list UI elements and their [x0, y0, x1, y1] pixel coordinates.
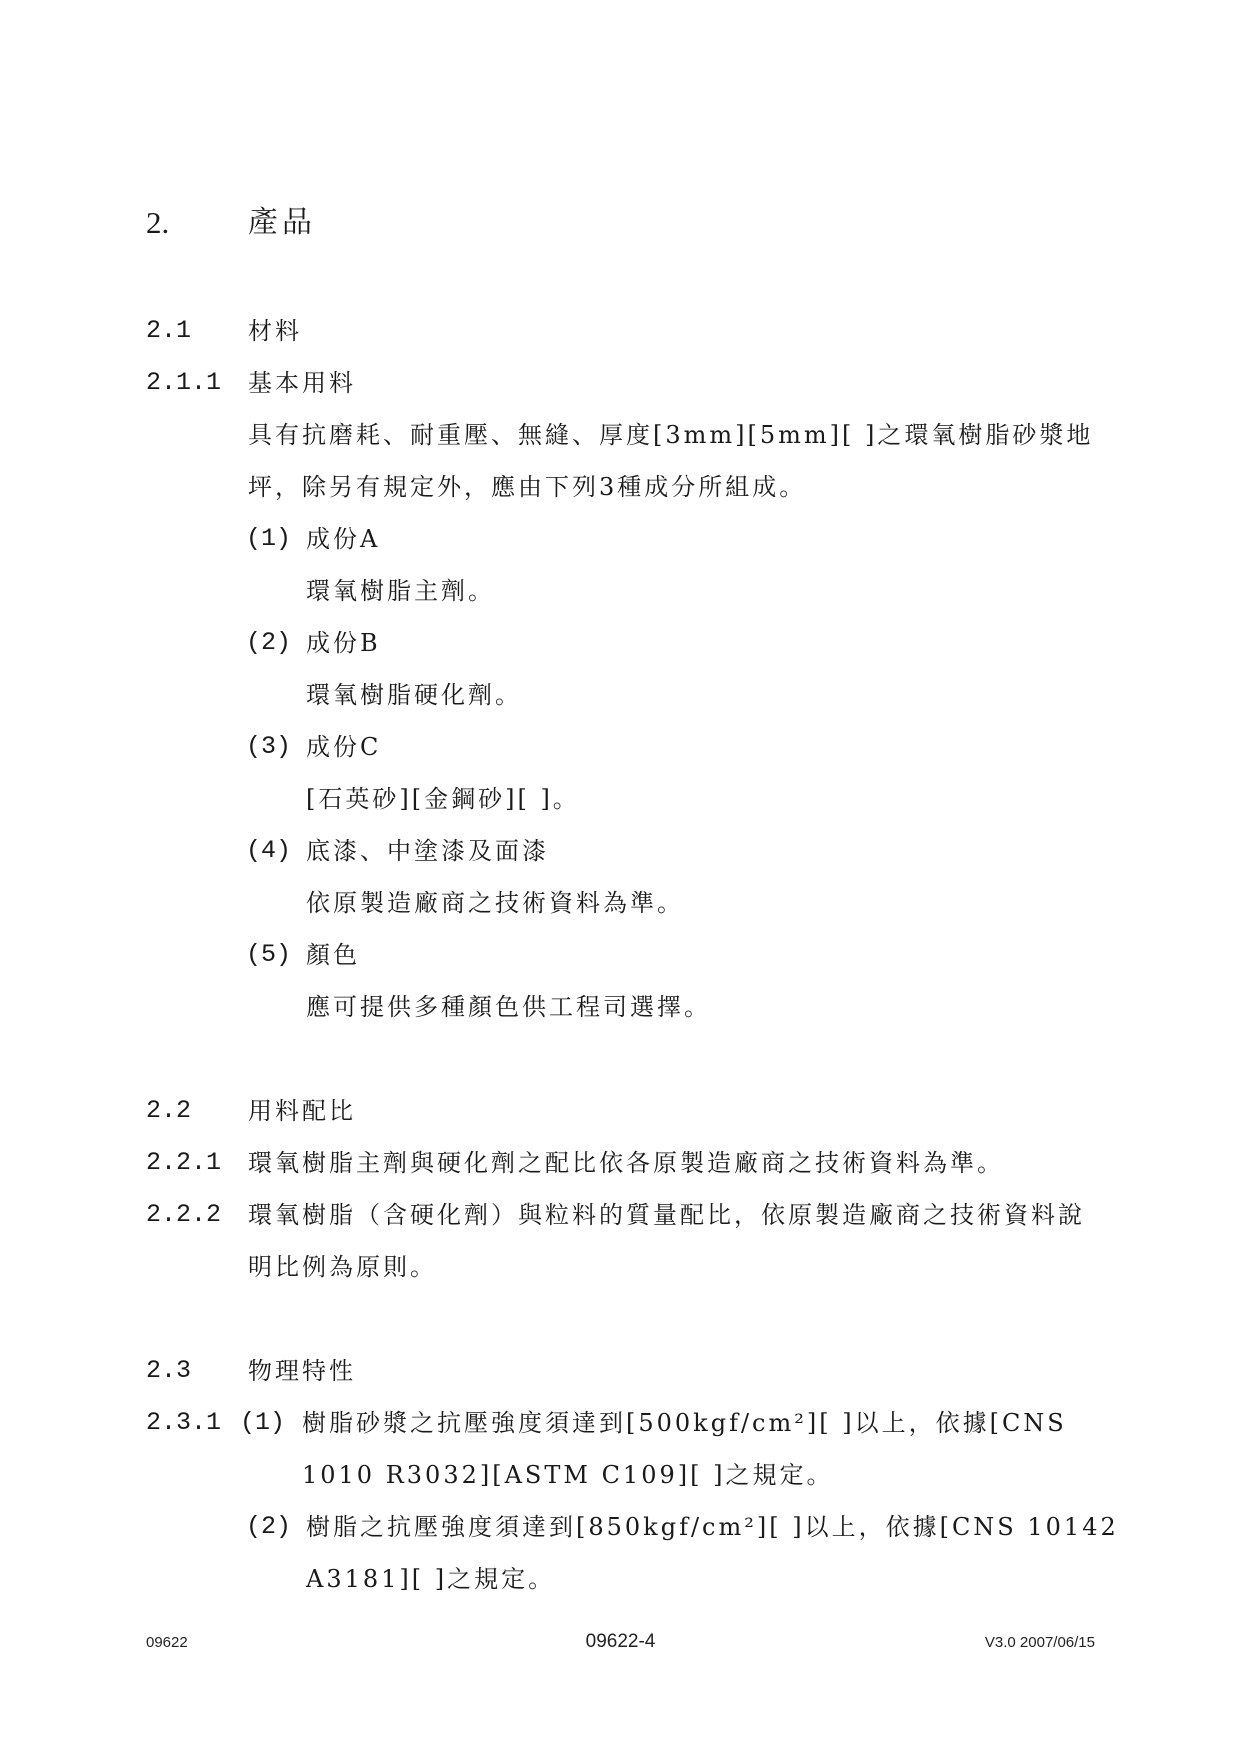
clause-2-3-1-text: A3181][ ]之規定。: [306, 1565, 556, 1593]
list-item-number: (3): [246, 732, 292, 761]
clause-2-3-1-text: 1010 R3032][ASTM C109][ ]之規定。: [302, 1461, 834, 1489]
clause-2-2-1-number: 2.2.1: [146, 1148, 222, 1177]
heading-2-1-number: 2.1: [146, 316, 192, 345]
list-item-description: 依原製造廠商之技術資料為準。: [306, 889, 684, 917]
list-item-number: (5): [246, 940, 292, 969]
heading-2-1-1-number: 2.1.1: [146, 368, 222, 397]
list-item-description: 環氧樹脂主劑。: [306, 577, 495, 605]
heading-2-2-number: 2.2: [146, 1096, 192, 1125]
heading-2-3-title: 物理特性: [248, 1357, 356, 1385]
list-item-number: (4): [246, 836, 292, 865]
list-item-label: 成份B: [306, 629, 381, 657]
section-number: 2.: [146, 205, 170, 240]
clause-2-2-2-text: 明比例為原則。: [248, 1253, 437, 1281]
list-item-number: (1): [246, 524, 292, 553]
list-item-number: (2): [246, 628, 292, 657]
clause-2-3-1-text: 樹脂之抗壓強度須達到[850kgf/cm²][ ]以上，依據[CNS 10142: [306, 1513, 1119, 1541]
list-item-label: 成份A: [306, 525, 381, 553]
heading-2-2-title: 用料配比: [248, 1097, 356, 1125]
footer-doc-code: 09622: [146, 1634, 188, 1651]
clause-2-3-1-text: 樹脂砂漿之抗壓強度須達到[500kgf/cm²][ ]以上，依據[CNS: [302, 1409, 1067, 1437]
clause-2-3-1-number: 2.3.1: [146, 1408, 222, 1437]
footer-version: V3.0 2007/06/15: [984, 1634, 1095, 1651]
list-item-label: 成份C: [306, 733, 382, 761]
heading-2-1-title: 材料: [248, 317, 302, 345]
list-item-label: 顏色: [306, 941, 360, 969]
list-item-description: 應可提供多種顏色供工程司選擇。: [306, 993, 711, 1021]
section-title: 產品: [248, 205, 316, 240]
list-item-number: (2): [246, 1512, 292, 1541]
clause-2-2-1-text: 環氧樹脂主劑與硬化劑之配比依各原製造廠商之技術資料為準。: [248, 1149, 1004, 1177]
list-item-description: [石英砂][金鋼砂][ ]。: [306, 785, 580, 813]
page-number: 09622-4: [585, 1631, 656, 1652]
paragraph-line: 具有抗磨耗、耐重壓、無縫、厚度[3mm][5mm][ ]之環氧樹脂砂漿地: [248, 421, 1094, 449]
paragraph-line: 坪，除另有規定外，應由下列3種成分所組成。: [248, 473, 807, 501]
list-item-description: 環氧樹脂硬化劑。: [306, 681, 522, 709]
list-item-label: 底漆、中塗漆及面漆: [306, 837, 549, 865]
clause-2-2-2-number: 2.2.2: [146, 1200, 222, 1229]
clause-2-2-2-text: 環氧樹脂（含硬化劑）與粒料的質量配比，依原製造廠商之技術資料說: [248, 1201, 1085, 1229]
list-item-number: (1): [240, 1408, 286, 1437]
heading-2-3-number: 2.3: [146, 1356, 192, 1385]
heading-2-1-1-title: 基本用料: [248, 369, 356, 397]
